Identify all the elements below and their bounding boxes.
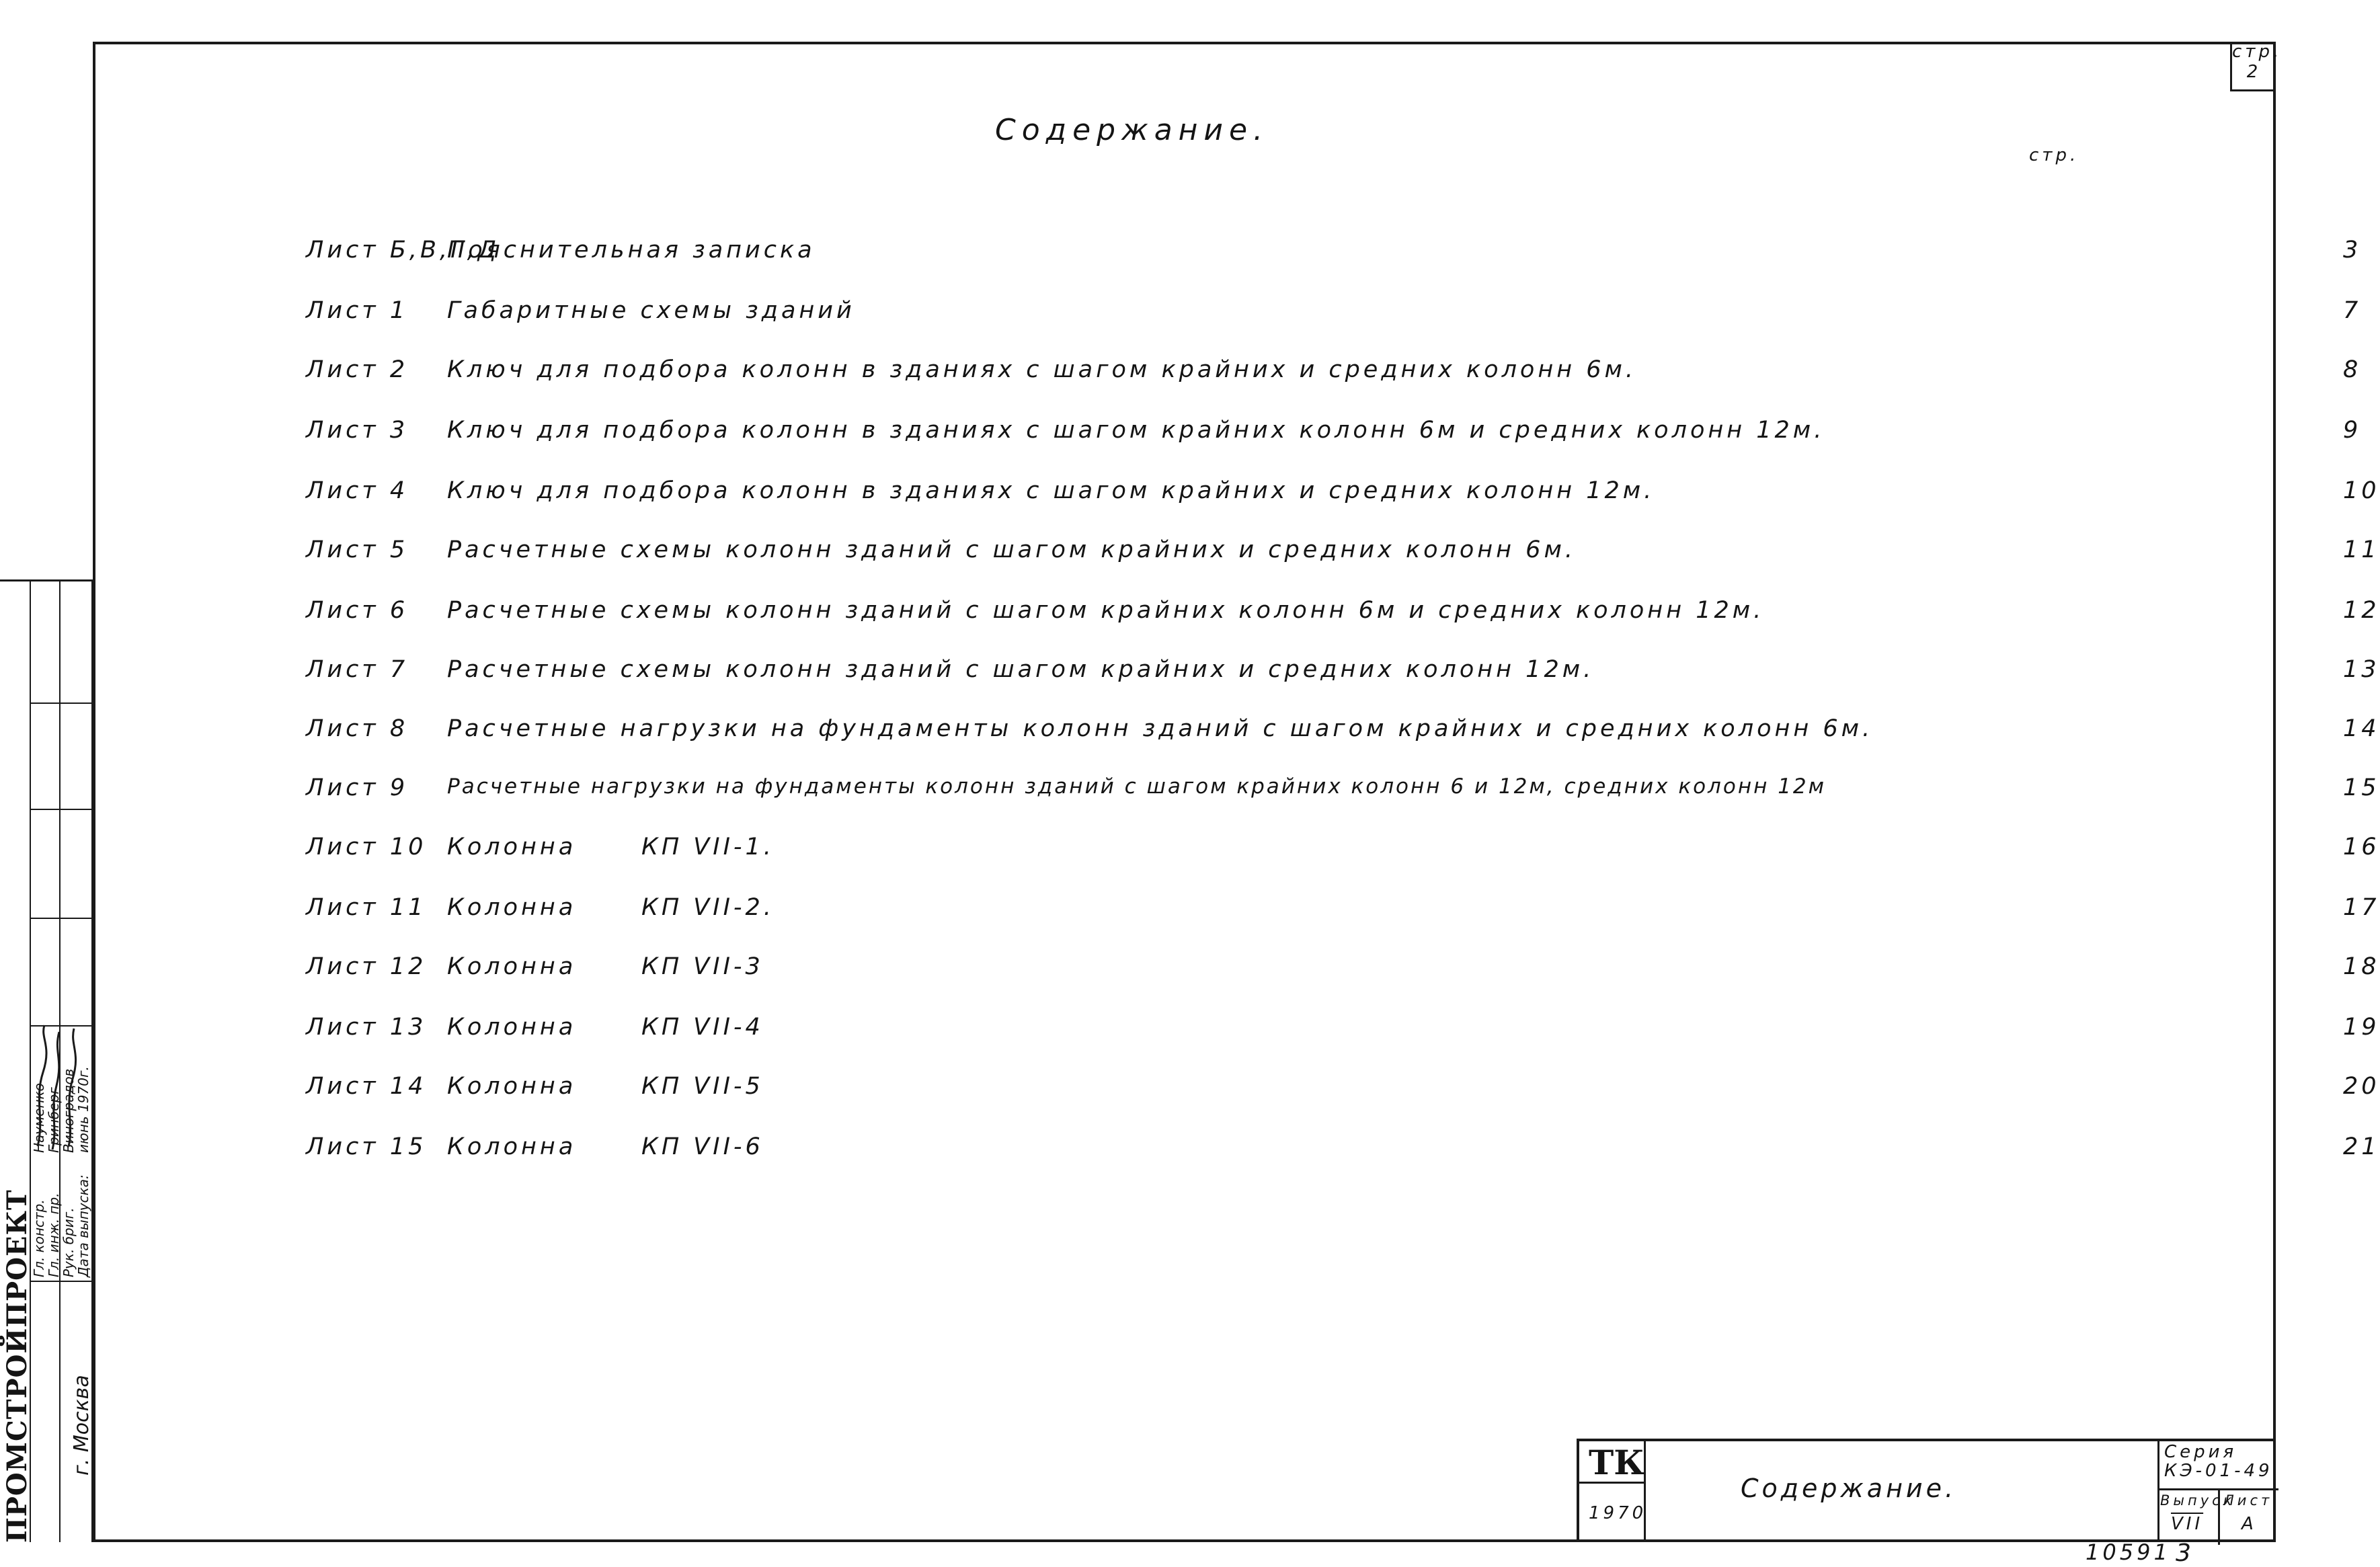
stamp-year: 1970 [1589, 1503, 1647, 1523]
side-signature-block [0, 579, 93, 1542]
stamp-title: Содержание. [1741, 1474, 1957, 1503]
toc-page-number: 19 [2343, 1014, 2380, 1041]
stamp-divider [2157, 1441, 2159, 1542]
signatory-name: Виноградов [61, 1068, 77, 1153]
title-block [1577, 1439, 2276, 1542]
toc-sheet-title: Колонна КП VII-3 [447, 953, 764, 980]
signatory-name: Науменко [31, 1083, 47, 1153]
toc-sheet-label: Лист 3 [306, 417, 409, 444]
toc-page-number: 14 [2343, 715, 2380, 742]
toc-sheet-label: Лист 7 [306, 656, 409, 683]
toc-page-number: 21 [2343, 1133, 2380, 1160]
position-label: Гл. констр. [31, 1199, 47, 1277]
toc-page-number: 17 [2343, 894, 2380, 921]
toc-sheet-label: Лист 12 [306, 953, 427, 980]
toc-sheet-label: Лист 11 [306, 894, 427, 921]
side-divider [30, 918, 93, 919]
toc-page-number: 16 [2343, 834, 2380, 860]
toc-sheet-title: Расчетные схемы колонн зданий с шагом крайних колонн 6м и средних колонн 12м. [447, 597, 1765, 624]
toc-sheet-label: Лист 8 [306, 715, 409, 742]
toc-sheet-title: Колонна КП VII-6 [447, 1133, 764, 1160]
toc-sheet-title: Пояснительная записка [447, 237, 816, 264]
signatory-name: июнь 1970г. [75, 1066, 91, 1153]
toc-sheet-label: Лист 6 [306, 597, 409, 624]
toc-sheet-label: Лист 15 [306, 1133, 427, 1160]
issue-label: Выпуск [2160, 1492, 2235, 1509]
organization-city: г. Москва [70, 1375, 93, 1476]
side-divider [30, 809, 93, 810]
signature-scribbles [31, 1018, 90, 1153]
inventory-number: 10591 [2086, 1539, 2171, 1565]
series-label: Серия [2164, 1442, 2237, 1462]
toc-page-number: 3 [2343, 237, 2362, 264]
toc-sheet-title: Колонна КП VII-1. [447, 834, 775, 860]
toc-sheet-title: Расчетные схемы колонн зданий с шагом крайних и средних колонн 6м. [447, 536, 1576, 563]
toc-sheet-label: Лист 14 [306, 1073, 427, 1100]
toc-page-number: 7 [2343, 297, 2362, 324]
corner-page-value: 2 [2246, 62, 2262, 82]
side-divider [30, 702, 93, 704]
toc-page-number: 15 [2343, 774, 2380, 801]
toc-sheet-title: Ключ для подбора колонн в зданиях с шагом крайних и средних колонн 12м. [447, 477, 1655, 504]
sheet-value: А [2242, 1514, 2257, 1534]
toc-sheet-title: Габаритные схемы зданий [447, 297, 855, 324]
position-label: Гл. инж. пр. [46, 1193, 62, 1277]
page-title: Содержание. [995, 113, 1269, 147]
series-value: КЭ-01-49 [2164, 1461, 2273, 1481]
toc-sheet-title: Ключ для подбора колонн в зданиях с шагом крайних колонн 6м и средних колонн 12м. [447, 417, 1825, 444]
toc-page-number: 10 [2343, 477, 2380, 504]
toc-sheet-title: Колонна КП VII-2. [447, 894, 775, 921]
toc-sheet-title: Расчетные схемы колонн зданий с шагом крайних и средних колонн 12м. [447, 656, 1595, 683]
toc-sheet-label: Лист 9 [306, 774, 409, 801]
toc-sheet-title: Расчетные нагрузки на фундаменты колонн зданий с шагом крайних колонн 6 и 12м, средних колонн 12м [447, 774, 1827, 799]
organization-name: ПРОМСТРОЙПРОЕКТ [1, 1189, 33, 1543]
page-column-label: стр. [2029, 145, 2079, 165]
issue-value: $\overline{VII}$ [2171, 1514, 2204, 1534]
toc-page-number: 12 [2343, 597, 2380, 624]
corner-page-label: стр. [2232, 42, 2283, 62]
series-block [2164, 1443, 2273, 1480]
toc-sheet-label: Лист 4 [306, 477, 409, 504]
position-label: Рук. бриг. [61, 1207, 77, 1277]
toc-sheet-label: Лист 2 [306, 356, 409, 383]
toc-page-number: 8 [2343, 356, 2362, 383]
sheet-label: Лист [2223, 1492, 2273, 1509]
toc-page-number: 9 [2343, 417, 2362, 444]
toc-sheet-title: Расчетные нагрузки на фундаменты колонн зданий с шагом крайних и средних колонн 6м. [447, 715, 1874, 742]
toc-sheet-title: Колонна КП VII-5 [447, 1073, 764, 1100]
corner-page-box [2230, 42, 2283, 91]
page-number: 3 [2176, 1539, 2194, 1567]
toc-page-number: 20 [2343, 1073, 2380, 1100]
toc-sheet-label: Лист 1 [306, 297, 409, 324]
toc-sheet-label: Лист 10 [306, 834, 427, 860]
toc-sheet-label: Лист 5 [306, 536, 409, 563]
toc-sheet-label: Лист 13 [306, 1014, 427, 1041]
toc-page-number: 13 [2343, 656, 2380, 683]
signatory-name: Гринберг [46, 1087, 62, 1153]
toc-sheet-title: Ключ для подбора колонн в зданиях с шагом крайних и средних колонн 6м. [447, 356, 1637, 383]
side-divider [30, 1281, 93, 1282]
toc-page-number: 11 [2343, 536, 2380, 563]
toc-page-number: 18 [2343, 953, 2380, 980]
toc-sheet-label: Лист Б,В,Г,Д [306, 237, 500, 264]
tk-logo: ТК [1589, 1443, 1644, 1482]
position-label: Дата выпуска: [75, 1174, 91, 1277]
toc-sheet-title: Колонна КП VII-4 [447, 1014, 764, 1041]
